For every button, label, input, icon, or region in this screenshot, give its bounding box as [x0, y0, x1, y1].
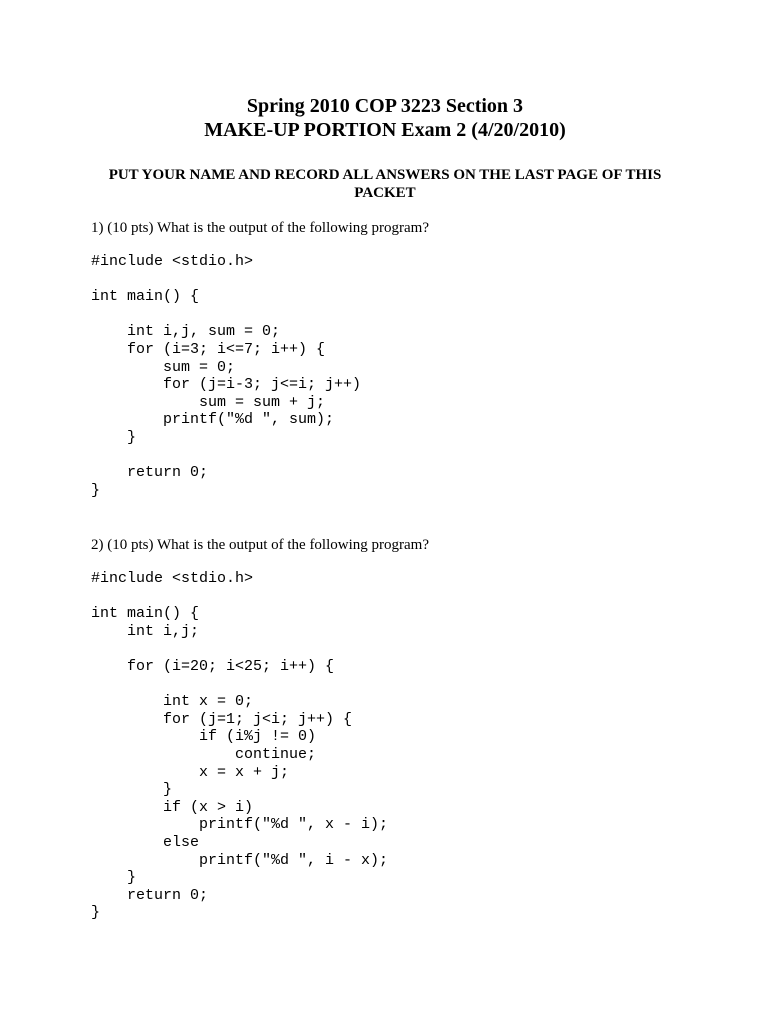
exam-title-exam: MAKE-UP PORTION Exam 2 (4/20/2010) — [204, 119, 566, 141]
question-2-code: #include <stdio.h> int main() { int i,j; for (i=20; i<25; i++) { int x = 0; for (j=1; j<i; j++) { if (i%j != 0) continue; x = x + j; } if (x > i) printf("%d ", x - i); else printf("%d ", i - x); } return 0; } — [91, 570, 389, 922]
exam-instructions: PUT YOUR NAME AND RECORD ALL ANSWERS ON THE LAST PAGE OF THIS PACKET — [108, 167, 662, 201]
exam-title-course: Spring 2010 COP 3223 Section 3 — [246, 95, 524, 117]
question-1-prompt: 1) (10 pts) What is the output of the following program? — [91, 220, 429, 236]
question-2-prompt: 2) (10 pts) What is the output of the following program? — [91, 537, 429, 553]
question-1-code: #include <stdio.h> int main() { int i,j, sum = 0; for (i=3; i<=7; i++) { sum = 0; for (j=i-3; j<=i; j++) sum = sum + j; printf("%d ", sum); } return 0; } — [91, 253, 362, 499]
